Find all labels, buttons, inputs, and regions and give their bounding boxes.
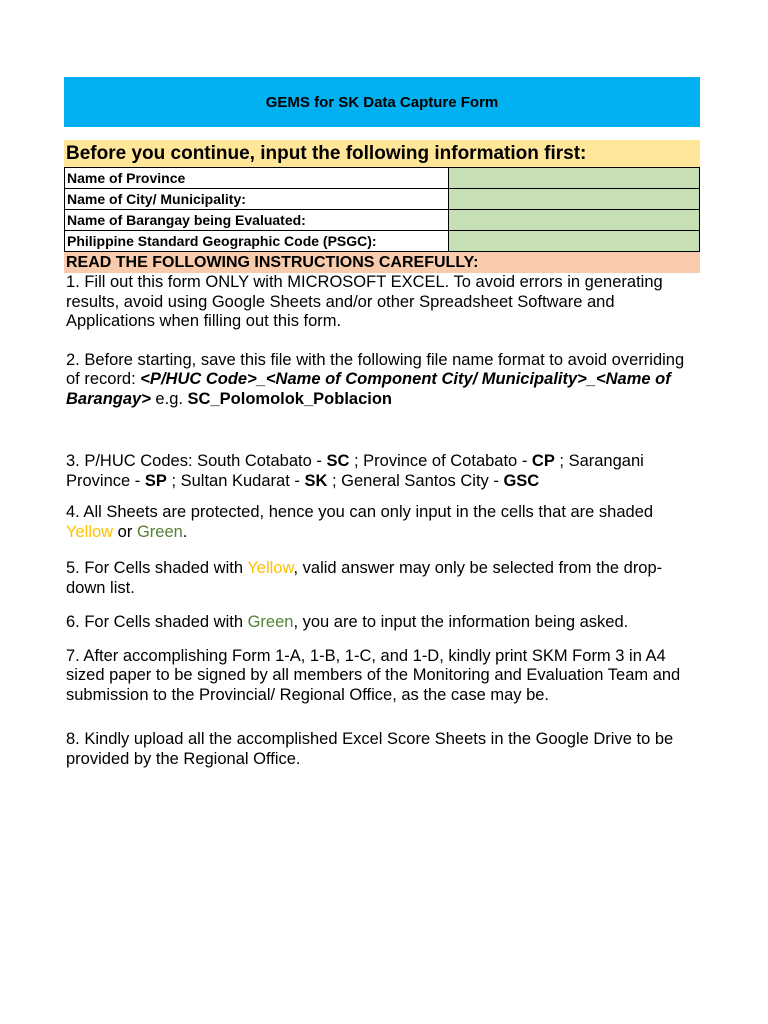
psgc-input[interactable] bbox=[449, 231, 700, 252]
instruction-2 bbox=[66, 351, 700, 410]
code-sk: SK bbox=[304, 471, 328, 490]
yellow-word: Yellow bbox=[247, 559, 294, 577]
barangay-label: Name of Barangay being Evaluated: bbox=[65, 210, 449, 231]
instruction-4-text: or bbox=[113, 522, 137, 541]
instruction-7: 7. After accomplishing Form 1-A, 1-B, 1-C, and 1-D, kindly print SKM Form 3 in A4 sized paper to be signed by all members of the Monitoring and Evaluation Team and submission to the Provincial/ Regional Office, as the case may be. bbox=[66, 646, 681, 704]
filename-example: SC_Polomolok_Poblacion bbox=[187, 389, 393, 408]
city-input[interactable] bbox=[449, 189, 700, 210]
form-sheet bbox=[64, 77, 700, 769]
instruction-3-text: 3. P/HUC Codes: South Cotabato - bbox=[66, 452, 327, 470]
code-sp: SP bbox=[144, 471, 167, 490]
instructions bbox=[64, 273, 700, 769]
barangay-input[interactable] bbox=[449, 210, 700, 231]
instruction-6-text: , you are to input the information being asked. bbox=[293, 613, 629, 631]
instruction-3-text: ; Sultan Kudarat - bbox=[166, 471, 305, 490]
instruction-4 bbox=[66, 503, 700, 542]
yellow-word: Yellow bbox=[66, 522, 114, 541]
instruction-4-text: . bbox=[182, 522, 188, 541]
province-input[interactable] bbox=[449, 168, 700, 189]
code-gsc: GSC bbox=[503, 471, 540, 490]
instruction-3 bbox=[66, 452, 700, 491]
instruction-3-text: ; General Santos City - bbox=[327, 471, 504, 490]
instruction-5 bbox=[66, 559, 700, 598]
psgc-label: Philippine Standard Geographic Code (PSGC): bbox=[65, 231, 449, 252]
instruction-5-text: , valid answer may only be selected from the drop-down list. bbox=[66, 559, 663, 597]
instruction-6 bbox=[66, 613, 700, 633]
filename-format: <P/HUC Code>_<Name of Component City/ Municipality>_<Name of Barangay> bbox=[66, 370, 671, 408]
notice-banner: Before you continue, input the following information first: bbox=[64, 140, 700, 167]
table-row bbox=[65, 189, 700, 210]
instruction-2-lead: 2. Before starting, save this file with the following file name format to avoid overriding of record: bbox=[66, 350, 685, 388]
province-label: Name of Province bbox=[65, 168, 449, 189]
instruction-3-text: ; Sarangani Province - bbox=[66, 452, 644, 490]
code-cp: CP bbox=[531, 452, 555, 470]
instruction-3-text: ; Province of Cotabato - bbox=[349, 452, 532, 470]
table-row bbox=[65, 231, 700, 252]
instruction-6-text: 6. For Cells shaded with bbox=[66, 613, 248, 631]
table-row bbox=[65, 210, 700, 231]
green-word: Green bbox=[136, 522, 183, 541]
instruction-8: 8. Kindly upload all the accomplished Excel Score Sheets in the Google Drive to be provided by the Regional Office. bbox=[66, 730, 674, 768]
form-title: GEMS for SK Data Capture Form bbox=[64, 77, 700, 127]
green-word: Green bbox=[247, 613, 294, 631]
city-label: Name of City/ Municipality: bbox=[65, 189, 449, 210]
code-sc: SC bbox=[326, 452, 350, 470]
instructions-heading: READ THE FOLLOWING INSTRUCTIONS CAREFULLY: bbox=[64, 252, 700, 273]
instruction-1: 1. Fill out this form ONLY with MICROSOFT EXCEL. To avoid errors in generating results, avoid using Google Sheets and/or other Spreadsheet Software and Applications when filling out this form. bbox=[66, 273, 663, 330]
table-row bbox=[65, 168, 700, 189]
instruction-5-text: 5. For Cells shaded with bbox=[66, 559, 248, 577]
info-table bbox=[64, 167, 700, 252]
instruction-2-eg: e.g. bbox=[150, 389, 188, 408]
instruction-4-text: 4. All Sheets are protected, hence you can only input in the cells that are shaded bbox=[66, 503, 654, 521]
